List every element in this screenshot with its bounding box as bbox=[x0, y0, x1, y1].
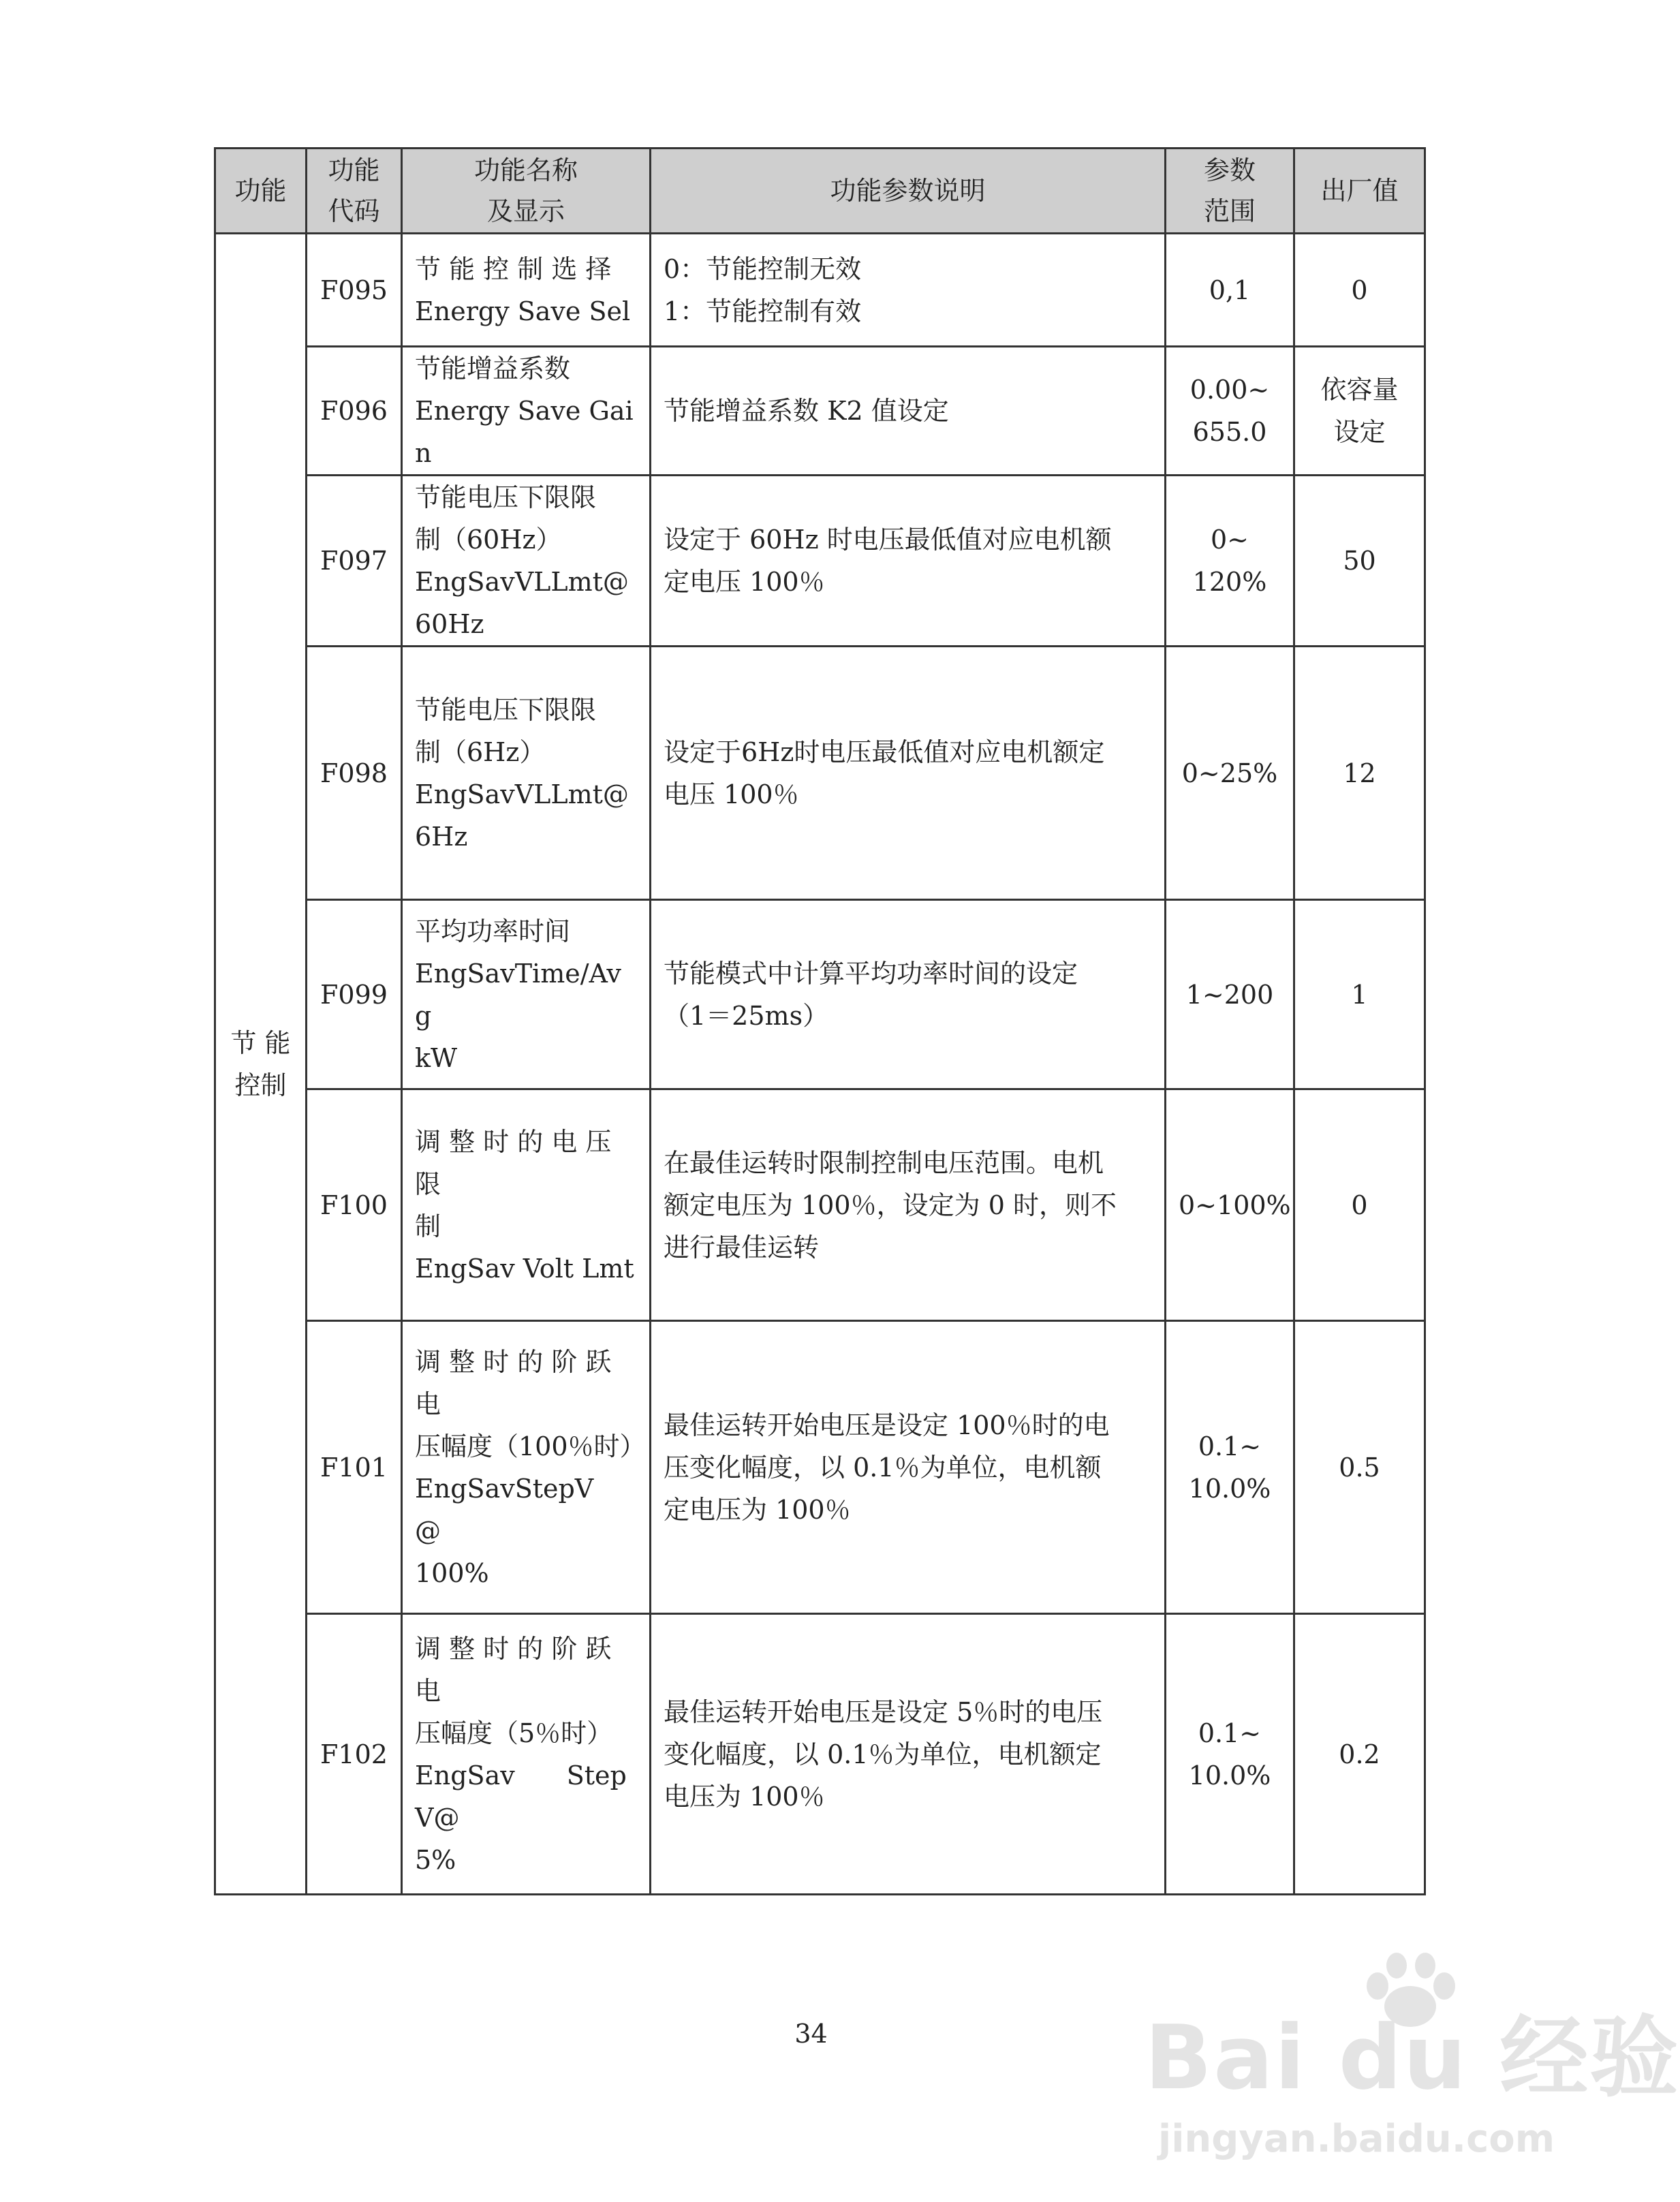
group-label-line: 节 能 bbox=[230, 1027, 291, 1058]
name-line: 节 能 控 制 选 择 bbox=[415, 253, 612, 284]
name-line: 节能电压下限限 bbox=[415, 694, 597, 725]
range-line: 655.0 bbox=[1192, 417, 1267, 447]
default-cell bbox=[1294, 647, 1425, 900]
name-cell bbox=[402, 900, 651, 1089]
range-line: 10.0% bbox=[1188, 1473, 1271, 1504]
default-line: 0 bbox=[1351, 1190, 1368, 1220]
range-cell bbox=[1166, 900, 1294, 1089]
desc-cell bbox=[651, 647, 1166, 900]
header-code-line-2: 代码 bbox=[328, 196, 380, 226]
code-cell: F101 bbox=[307, 1321, 402, 1614]
table-row bbox=[215, 647, 1425, 900]
range-line: 0.00~ bbox=[1189, 375, 1270, 405]
name-cell bbox=[402, 234, 651, 347]
range-line: 0~ bbox=[1210, 525, 1249, 555]
desc-cell bbox=[651, 476, 1166, 647]
code-cell: F098 bbox=[307, 647, 402, 900]
parameter-table bbox=[214, 147, 1426, 1895]
desc-line: 定电压为 100％ bbox=[664, 1494, 851, 1525]
desc-line: 在最佳运转时限制控制电压范围。电机 bbox=[664, 1147, 1104, 1178]
code-cell: F102 bbox=[307, 1614, 402, 1895]
header-range-line-2: 范围 bbox=[1203, 196, 1256, 226]
name-line: EngSavTime/Avg bbox=[415, 958, 621, 1031]
watermark-url: jingyan.baidu.com bbox=[1158, 2117, 1555, 2161]
watermark-brand: Bai du 经验 bbox=[1145, 2006, 1680, 2109]
default-cell bbox=[1294, 1089, 1425, 1321]
desc-line: （1＝25ms） bbox=[664, 1000, 829, 1031]
code-cell: F095 bbox=[307, 234, 402, 347]
name-line: kW bbox=[415, 1042, 458, 1073]
desc-cell bbox=[651, 234, 1166, 347]
desc-line: 节能增益系数 K2 值设定 bbox=[664, 396, 949, 426]
name-line: 60Hz bbox=[415, 609, 484, 639]
name-line: 压幅度（100％时） bbox=[415, 1431, 646, 1461]
name-line: Energy Save Sel bbox=[415, 296, 631, 326]
range-line: 0~25% bbox=[1181, 758, 1278, 788]
name-cell bbox=[402, 647, 651, 900]
header-code-line-1: 功能 bbox=[328, 155, 380, 185]
name-cell bbox=[402, 476, 651, 647]
header-group bbox=[215, 149, 307, 234]
desc-line: 进行最佳运转 bbox=[664, 1232, 820, 1262]
default-cell bbox=[1294, 1614, 1425, 1895]
name-cell bbox=[402, 1614, 651, 1895]
table-row bbox=[215, 476, 1425, 647]
default-cell bbox=[1294, 234, 1425, 347]
code-cell: F096 bbox=[307, 347, 402, 476]
desc-line: 设定于6Hz时电压最低值对应电机额定 bbox=[664, 736, 1105, 767]
range-line: 0~100% bbox=[1179, 1190, 1291, 1220]
name-line: EngSavVLLmt@ bbox=[415, 779, 629, 809]
desc-line: 电压 100％ bbox=[664, 779, 799, 809]
header-default: 出厂值 bbox=[1294, 149, 1425, 234]
name-cell bbox=[402, 347, 651, 476]
name-line: 压幅度（5％时） bbox=[415, 1718, 613, 1748]
desc-cell bbox=[651, 1321, 1166, 1614]
table-body bbox=[215, 234, 1425, 1895]
page-number: 34 bbox=[794, 2019, 828, 2049]
default-cell bbox=[1294, 1321, 1425, 1614]
table-row bbox=[215, 1321, 1425, 1614]
desc-line: 最佳运转开始电压是设定 100％时的电 bbox=[664, 1410, 1110, 1440]
desc-line: 压变化幅度，以 0.1％为单位，电机额 bbox=[664, 1452, 1102, 1483]
name-line: 制 bbox=[415, 1211, 441, 1241]
table-row bbox=[215, 1614, 1425, 1895]
desc-cell bbox=[651, 900, 1166, 1089]
desc-line: 设定于 60Hz 时电压最低值对应电机额 bbox=[664, 525, 1112, 555]
range-line: 120% bbox=[1192, 567, 1267, 597]
desc-line: 0：节能控制无效 bbox=[664, 253, 862, 284]
range-line: 1~200 bbox=[1185, 979, 1274, 1010]
default-cell bbox=[1294, 900, 1425, 1089]
default-line: 50 bbox=[1343, 546, 1376, 576]
range-cell bbox=[1166, 234, 1294, 347]
name-line: 调 整 时 的 阶 跃 电 bbox=[415, 1346, 612, 1419]
default-cell bbox=[1294, 347, 1425, 476]
name-line: 调 整 时 的 电 压 限 bbox=[415, 1126, 612, 1199]
default-line: 1 bbox=[1351, 979, 1368, 1010]
desc-line: 定电压 100％ bbox=[664, 567, 825, 597]
default-line: 依容量 bbox=[1320, 375, 1399, 405]
name-line: EngSavVLLmt@ bbox=[415, 567, 629, 597]
default-line: 0 bbox=[1351, 275, 1368, 305]
desc-cell bbox=[651, 347, 1166, 476]
name-line: Energy Save Gain bbox=[415, 396, 634, 468]
name-line: 5% bbox=[415, 1844, 456, 1875]
header-name bbox=[402, 149, 651, 234]
header-name-line-2: 及显示 bbox=[486, 196, 565, 226]
name-line: EngSav Volt Lmt bbox=[415, 1253, 634, 1284]
header-code bbox=[307, 149, 402, 234]
header-name-line-1: 功能名称 bbox=[473, 155, 578, 185]
name-line: 平均功率时间 bbox=[415, 916, 571, 946]
table-header-row bbox=[215, 149, 1425, 234]
header-group-line: 功能 bbox=[234, 176, 287, 206]
group-label-line: 控制 bbox=[234, 1070, 287, 1100]
group-label-cell bbox=[215, 234, 307, 1895]
name-line: 节能增益系数 bbox=[415, 354, 571, 384]
table-row bbox=[215, 1089, 1425, 1321]
name-line: EngSav StepV@ bbox=[415, 1760, 627, 1833]
default-line: 设定 bbox=[1333, 417, 1386, 447]
header-range bbox=[1166, 149, 1294, 234]
header-range-line-1: 参数 bbox=[1203, 155, 1256, 185]
name-line: 100% bbox=[415, 1557, 489, 1588]
desc-line: 最佳运转开始电压是设定 5％时的电压 bbox=[664, 1696, 1103, 1727]
desc-line: 节能模式中计算平均功率时间的设定 bbox=[664, 958, 1078, 989]
range-cell bbox=[1166, 347, 1294, 476]
range-cell bbox=[1166, 476, 1294, 647]
default-line: 12 bbox=[1343, 758, 1376, 788]
header-desc: 功能参数说明 bbox=[651, 149, 1166, 234]
range-line: 0,1 bbox=[1209, 275, 1251, 305]
name-line: EngSavStepV @ bbox=[415, 1473, 646, 1546]
table-row bbox=[215, 900, 1425, 1089]
default-cell bbox=[1294, 476, 1425, 647]
default-line: 0.5 bbox=[1339, 1452, 1380, 1483]
range-line: 0.1~ bbox=[1198, 1718, 1262, 1748]
watermark bbox=[1117, 1949, 1680, 2173]
range-line: 0.1~ bbox=[1198, 1431, 1262, 1461]
code-cell: F099 bbox=[307, 900, 402, 1089]
desc-line: 变化幅度，以 0.1％为单位，电机额定 bbox=[664, 1739, 1102, 1769]
desc-line: 额定电压为 100％，设定为 0 时，则不 bbox=[664, 1190, 1117, 1220]
table-row bbox=[215, 234, 1425, 347]
default-line: 0.2 bbox=[1339, 1739, 1380, 1769]
code-cell: F100 bbox=[307, 1089, 402, 1321]
name-line: 6Hz bbox=[415, 821, 468, 852]
name-line: 制（60Hz） bbox=[415, 525, 562, 555]
name-cell bbox=[402, 1321, 651, 1614]
range-line: 10.0% bbox=[1188, 1760, 1271, 1790]
range-cell bbox=[1166, 1321, 1294, 1614]
name-line: 制（6Hz） bbox=[415, 736, 546, 767]
desc-cell bbox=[651, 1089, 1166, 1321]
range-cell bbox=[1166, 1089, 1294, 1321]
desc-line: 电压为 100％ bbox=[664, 1781, 825, 1812]
range-cell bbox=[1166, 647, 1294, 900]
desc-cell bbox=[651, 1614, 1166, 1895]
name-line: 节能电压下限限 bbox=[415, 482, 597, 512]
name-cell bbox=[402, 1089, 651, 1321]
range-cell bbox=[1166, 1614, 1294, 1895]
desc-line: 1：节能控制有效 bbox=[664, 296, 862, 326]
name-line: 调 整 时 的 阶 跃 电 bbox=[415, 1633, 612, 1706]
table-row bbox=[215, 347, 1425, 476]
code-cell: F097 bbox=[307, 476, 402, 647]
